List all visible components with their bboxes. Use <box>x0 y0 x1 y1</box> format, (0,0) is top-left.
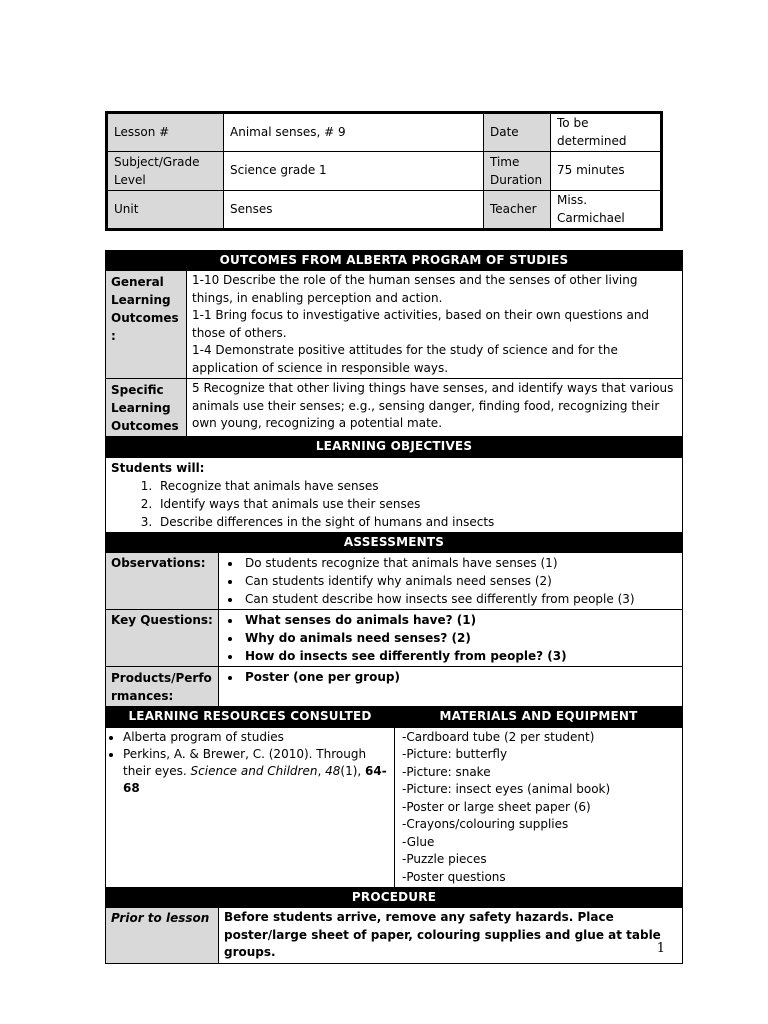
resource-item: • Alberta program of studies <box>123 729 389 746</box>
objectives-heading: LEARNING OBJECTIVES <box>106 437 683 457</box>
objectives-intro: Students will: <box>111 460 205 475</box>
objective-item: 2. Identify ways that animals use their senses <box>156 495 677 513</box>
subject-grade-value: Science grade 1 <box>224 152 484 191</box>
general-outcomes-label: General Learning Outcomes : <box>106 271 187 379</box>
teacher-label: Teacher <box>484 191 551 230</box>
journal-pages: 64-68 <box>123 763 387 795</box>
journal-title: Science and Children <box>190 763 318 778</box>
key-question-item: • Why do animals need senses? (2) <box>242 629 677 647</box>
time-duration-value: 75 minutes <box>551 152 662 191</box>
unit-label: Unit <box>107 191 224 230</box>
key-questions-cell <box>219 610 683 667</box>
prior-to-lesson-text: Before students arrive, remove any safety hazards. Place poster/large sheet of paper, colouring supplies and glue at table groups. <box>219 908 683 964</box>
journal-volume: 48 <box>325 763 341 778</box>
procedure-heading: PROCEDURE <box>106 888 683 908</box>
key-questions-list <box>224 611 677 665</box>
objective-item: 3. Describe differences in the sight of humans and insects <box>156 513 677 531</box>
products-list <box>224 668 677 686</box>
material-item: -Poster questions <box>402 869 506 884</box>
general-outcomes-cell <box>187 271 683 379</box>
observations-list <box>224 554 677 608</box>
prior-to-lesson-label <box>106 908 219 964</box>
objectives-list <box>111 477 677 531</box>
subject-grade-label: Subject/Grade Level <box>107 152 224 191</box>
observation-item: • Can students identify why animals need senses (2) <box>242 572 677 590</box>
specific-outcomes-label: Specific Learning Outcomes <box>106 379 187 437</box>
header-row <box>107 152 662 191</box>
material-item: -Puzzle pieces <box>402 852 487 867</box>
page-number: 1 <box>656 941 665 956</box>
material-item: -Crayons/colouring supplies <box>402 817 569 832</box>
teacher-value: Miss. Carmichael <box>551 191 662 230</box>
date-value: To be determined <box>551 113 662 152</box>
general-outcome-item: 1-4 Demonstrate positive attitudes for the study of science and for the application of science in responsible ways. <box>192 343 618 375</box>
objectives-cell <box>106 457 683 532</box>
prior-label-text: Prior to lesson <box>111 911 210 926</box>
unit-value: Senses <box>224 191 484 230</box>
observation-item: • Do students recognize that animals have senses (1) <box>242 554 677 572</box>
citation-separator: , <box>317 763 322 778</box>
material-item: -Poster or large sheet paper (6) <box>402 799 591 814</box>
key-questions-label: Key Questions: <box>106 610 219 667</box>
materials-cell <box>395 727 683 888</box>
lesson-number-label: Lesson # <box>107 113 224 152</box>
assessments-heading: ASSESSMENTS <box>106 532 683 552</box>
general-outcome-item: 1-10 Describe the role of the human senses and the senses of other living things, in enabling perception and action. <box>192 273 638 305</box>
products-label: Products/Performances: <box>106 667 219 707</box>
product-item: • Poster (one per group) <box>242 668 677 686</box>
time-duration-label: Time Duration <box>484 152 551 191</box>
material-item: -Picture: insect eyes (animal book) <box>402 782 611 797</box>
journal-issue: (1), <box>340 763 362 778</box>
materials-heading: MATERIALS AND EQUIPMENT <box>395 707 683 727</box>
date-label: Date <box>484 113 551 152</box>
header-row <box>107 191 662 230</box>
resource-citation: Perkins, A. & Brewer, C. (2010). Through their eyes. <box>123 746 367 778</box>
resource-item <box>123 746 389 797</box>
observations-label: Observations: <box>106 553 219 610</box>
header-row <box>107 113 662 152</box>
resources-cell <box>106 727 395 888</box>
outcomes-heading: OUTCOMES FROM ALBERTA PROGRAM OF STUDIES <box>106 251 683 271</box>
products-cell <box>219 667 683 707</box>
material-item: -Picture: snake <box>402 764 491 779</box>
key-question-item: • How do insects see differently from people? (3) <box>242 647 677 665</box>
observation-item: • Can student describe how insects see differently from people (3) <box>242 590 677 608</box>
general-outcome-item: 1-1 Bring focus to investigative activities, based on their own questions and those of others. <box>192 308 650 340</box>
material-item: -Cardboard tube (2 per student) <box>402 729 595 744</box>
lesson-plan-table <box>105 250 683 964</box>
key-question-item: • What senses do animals have? (1) <box>242 611 677 629</box>
material-item: -Picture: butterfly <box>402 747 508 762</box>
observations-cell <box>219 553 683 610</box>
resources-list <box>111 729 389 797</box>
resources-heading: LEARNING RESOURCES CONSULTED <box>106 707 395 727</box>
material-item: -Glue <box>402 834 435 849</box>
objective-item: 1. Recognize that animals have senses <box>156 477 677 495</box>
lesson-number-value: Animal senses, # 9 <box>224 113 484 152</box>
lesson-header-table <box>105 111 663 231</box>
specific-outcomes-text: 5 Recognize that other living things have senses, and identify ways that various animals use their senses; e.g., sensing danger, finding food, recognizing their own young, recognizing a potential mate. <box>187 379 683 437</box>
